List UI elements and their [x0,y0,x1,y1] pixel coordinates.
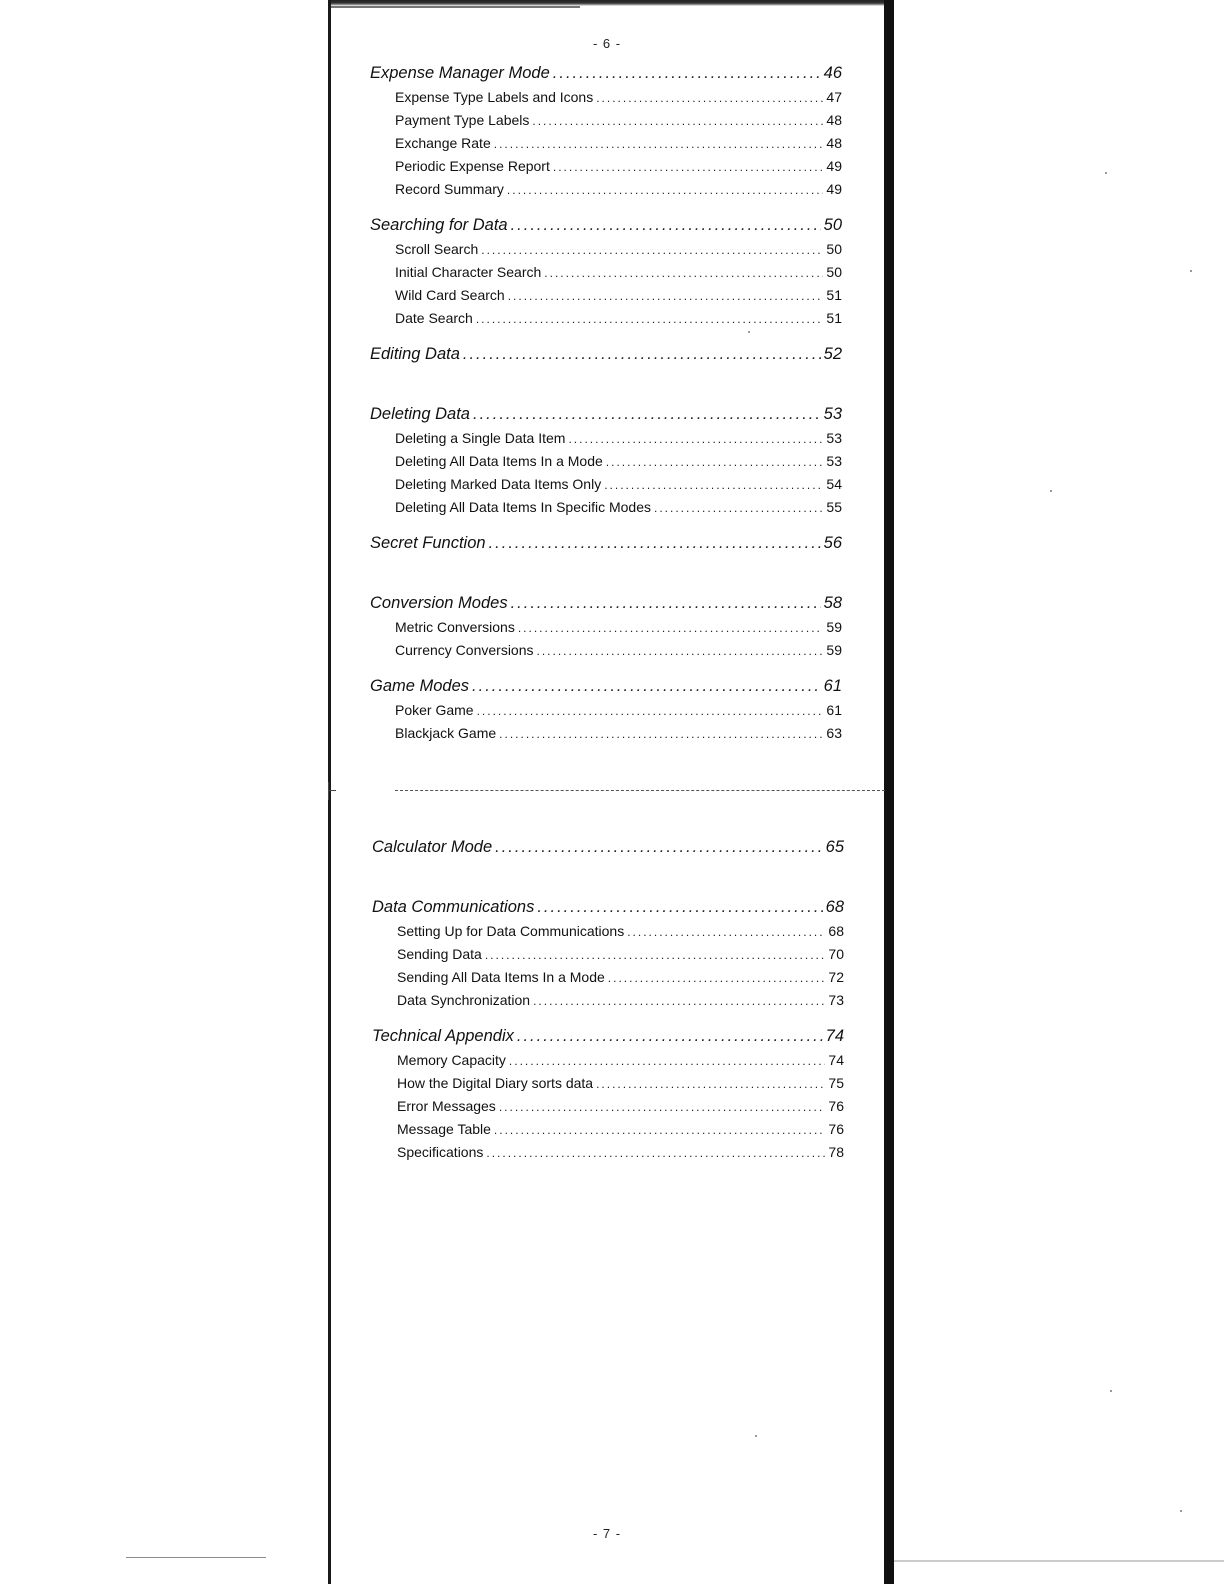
page-fold-line [395,790,885,791]
stray-underline [126,1557,266,1558]
toc-subentry-title: Date Search [395,310,473,326]
toc-dot-leader [477,704,824,718]
toc-subentry [370,453,842,469]
toc-subentry-page: 75 [828,1075,844,1091]
toc-subentry-title: Deleting All Data Items In Specific Modes [395,499,652,515]
toc-dot-leader [511,594,821,613]
toc-dot-leader [494,1123,826,1137]
toc-subentry-page: 68 [828,923,844,939]
toc-subentry-page: 53 [826,430,842,446]
toc-subentry-title: Expense Type Labels and Icons [395,89,594,105]
toc-section-page: 61 [823,677,842,695]
toc-dot-leader [608,971,826,985]
toc-dot-leader [508,289,824,303]
toc-section-title: Calculator Mode [372,838,493,856]
toc-subentry-title: Exchange Rate [395,135,491,151]
toc-subentry [370,619,842,635]
toc-subentry [372,992,844,1008]
toc-dot-leader [537,898,822,917]
toc-subentry-title: Wild Card Search [395,287,505,303]
page-number-top: - 6 - [592,36,622,51]
toc-section-page: 74 [825,1027,844,1045]
toc-section-entry [370,677,842,696]
toc-section-title: Editing Data [370,345,460,363]
toc-dot-leader [486,1146,825,1160]
toc-subentry-title: Blackjack Game [395,725,497,741]
toc-section-title: Technical Appendix [372,1027,514,1045]
toc-subentry-title: Currency Conversions [395,642,534,658]
toc-subentry [370,287,842,303]
toc-dot-leader [596,1077,825,1091]
toc-section-page: 53 [823,405,842,423]
toc-dot-leader [494,137,824,151]
toc-subentry [370,241,842,257]
toc-subentry-title: Record Summary [395,181,504,197]
toc-subentry [370,89,842,105]
toc-subentry-title: How the Digital Diary sorts data [397,1075,594,1091]
toc-subentry [372,969,844,985]
toc-dot-leader [511,216,821,235]
toc-dot-leader [495,838,823,857]
toc-subentry-page: 50 [826,264,842,280]
toc-subentry [372,1098,844,1114]
toc-subentry-page: 63 [826,725,842,741]
toc-section-page: 65 [825,838,844,856]
toc-dot-leader [596,91,823,105]
page-number-bottom: - 7 - [592,1526,622,1541]
toc-section-entry [372,898,844,917]
toc-subentry-page: 78 [828,1144,844,1160]
toc-subentry-page: 76 [828,1098,844,1114]
toc-subentry-page: 48 [826,112,842,128]
toc-subentry-title: Message Table [397,1121,491,1137]
toc-dot-leader [606,455,824,469]
toc-dot-leader [463,345,821,364]
page-top-edge-shadow [330,6,580,8]
toc-subentry-page: 59 [826,642,842,658]
toc-subentry-title: Deleting a Single Data Item [395,430,566,446]
toc-dot-leader [544,266,823,280]
toc-section-entry [370,216,842,235]
toc-dot-leader [553,64,821,83]
toc-subentry-title: Scroll Search [395,241,479,257]
toc-subentry-page: 76 [828,1121,844,1137]
toc-subentry-page: 70 [828,946,844,962]
toc-subentry [370,264,842,280]
toc-subentry-title: Memory Capacity [397,1052,506,1068]
fold-tick-mark [328,782,329,800]
toc-section-page: 50 [823,216,842,234]
toc-subentry-page: 73 [828,992,844,1008]
toc-dot-leader [627,925,825,939]
toc-dot-leader [553,160,824,174]
toc-subentry-page: 74 [828,1052,844,1068]
scan-speck [748,331,750,333]
toc-dot-leader [518,621,824,635]
toc-subentry [372,946,844,962]
scan-speck [1050,490,1052,492]
toc-subentry-title: Sending All Data Items In a Mode [397,969,605,985]
bottom-right-edge [894,1560,1224,1562]
scan-speck [755,1435,757,1437]
toc-subentry-page: 59 [826,619,842,635]
toc-section-page: 56 [823,534,842,552]
toc-subentry-title: Poker Game [395,702,474,718]
scan-speck [1180,1510,1182,1512]
toc-section-title: Expense Manager Mode [370,64,550,82]
toc-section-page: 46 [823,64,842,82]
toc-subentry [370,430,842,446]
toc-dot-leader [532,114,823,128]
toc-subentry [372,1144,844,1160]
toc-subentry-title: Metric Conversions [395,619,515,635]
toc-section-entry [372,838,844,857]
toc-subentry-page: 72 [828,969,844,985]
toc-subentry [370,135,842,151]
page-right-edge [884,0,894,1584]
toc-dot-leader [507,183,824,197]
toc-subentry-title: Initial Character Search [395,264,542,280]
toc-dot-leader [481,243,823,257]
toc-subentry-title: Deleting All Data Items In a Mode [395,453,603,469]
toc-subentry-title: Error Messages [397,1098,496,1114]
toc-section-title: Game Modes [370,677,470,695]
toc-subentry [370,181,842,197]
toc-subentry-title: Data Synchronization [397,992,531,1008]
toc-dot-leader [485,948,826,962]
toc-subentry-page: 50 [826,241,842,257]
toc-dot-leader [568,432,823,446]
toc-subentry-page: 49 [826,181,842,197]
toc-dot-leader [489,534,821,553]
toc-section-entry [370,405,842,424]
toc-dot-leader [654,501,823,515]
toc-section-entry [370,594,842,613]
toc-subentry-page: 51 [826,287,842,303]
toc-dot-leader [472,677,821,696]
toc-subentry [370,158,842,174]
toc-subentry-page: 51 [826,310,842,326]
toc-subentry [372,1075,844,1091]
toc-subentry-page: 49 [826,158,842,174]
toc-section-page: 68 [825,898,844,916]
toc-dot-leader [509,1054,826,1068]
toc-section-entry [370,534,842,553]
toc-section-title: Data Communications [372,898,535,916]
scan-speck [1110,1390,1112,1392]
toc-dot-leader [517,1027,823,1046]
toc-subentry [370,499,842,515]
toc-subentry-page: 47 [826,89,842,105]
fold-tick-mark-horizontal [328,790,336,791]
toc-subentry-title: Sending Data [397,946,482,962]
toc-subentry-page: 54 [826,476,842,492]
toc-subentry-title: Specifications [397,1144,484,1160]
toc-subentry-title: Setting Up for Data Communications [397,923,625,939]
toc-subentry-page: 53 [826,453,842,469]
toc-dot-leader [473,405,821,424]
scan-speck [1190,270,1192,272]
toc-subentry-page: 48 [826,135,842,151]
toc-subentry [372,923,844,939]
toc-subentry-title: Deleting Marked Data Items Only [395,476,602,492]
toc-dot-leader [476,312,824,326]
toc-subentry [370,112,842,128]
toc-section-entry [370,64,842,83]
toc-section-page: 52 [823,345,842,363]
toc-dot-leader [499,727,823,741]
toc-dot-leader [533,994,825,1008]
toc-subentry [372,1052,844,1068]
toc-section-entry [372,1027,844,1046]
toc-subentry [370,725,842,741]
toc-subentry [370,476,842,492]
toc-section-page: 58 [823,594,842,612]
toc-section-title: Deleting Data [370,405,470,423]
scan-speck [1105,172,1107,174]
toc-section-entry [370,345,842,364]
toc-subentry [370,310,842,326]
toc-subentry-page: 61 [826,702,842,718]
toc-section-title: Conversion Modes [370,594,508,612]
toc-subentry [370,702,842,718]
toc-subentry-page: 55 [826,499,842,515]
toc-subentry-title: Payment Type Labels [395,112,530,128]
toc-dot-leader [604,478,823,492]
toc-subentry [372,1121,844,1137]
toc-dot-leader [499,1100,826,1114]
toc-subentry-title: Periodic Expense Report [395,158,550,174]
toc-section-title: Searching for Data [370,216,508,234]
toc-section-title: Secret Function [370,534,486,552]
toc-dot-leader [537,644,824,658]
toc-subentry [370,642,842,658]
